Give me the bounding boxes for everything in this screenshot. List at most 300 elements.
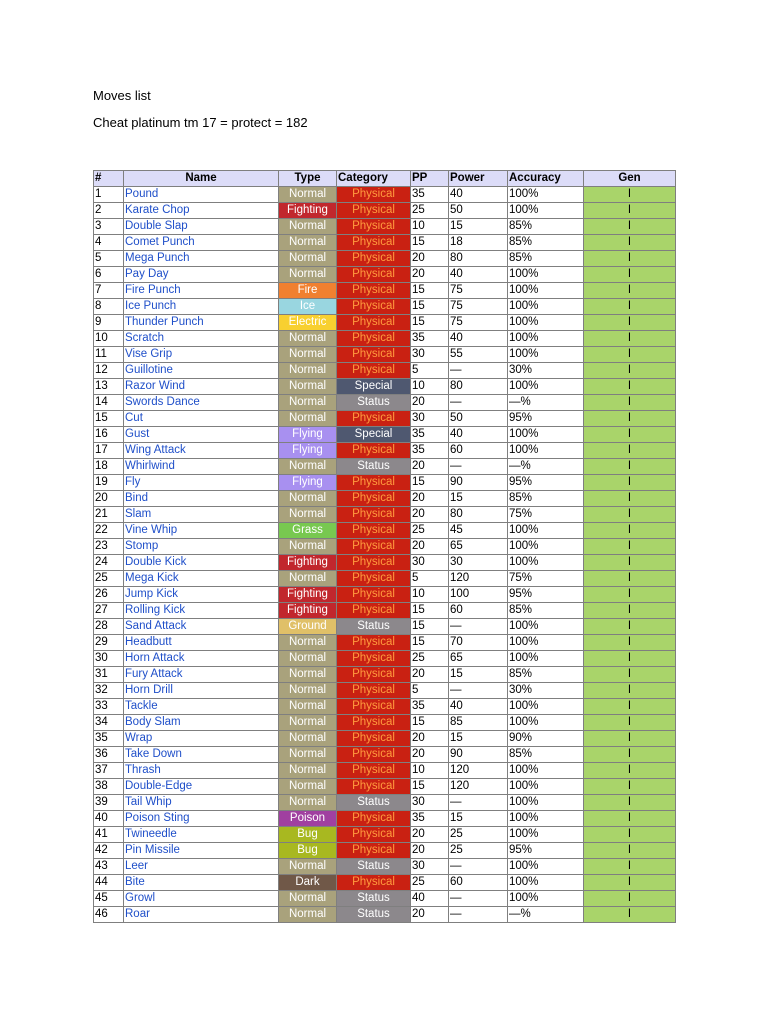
move-power: 40 (449, 267, 508, 283)
move-category-badge: Physical (337, 587, 411, 603)
move-number: 15 (94, 411, 124, 427)
move-number: 13 (94, 379, 124, 395)
move-generation: I (584, 635, 676, 651)
table-row (94, 187, 676, 203)
move-pp: 25 (411, 203, 449, 219)
move-accuracy: 100% (508, 523, 584, 539)
move-type-badge: Normal (279, 219, 337, 235)
move-name: Swords Dance (124, 395, 279, 411)
move-type-badge: Normal (279, 267, 337, 283)
move-accuracy: 75% (508, 507, 584, 523)
move-accuracy: 100% (508, 651, 584, 667)
move-pp: 15 (411, 235, 449, 251)
table-row (94, 251, 676, 267)
move-category-badge: Physical (337, 699, 411, 715)
move-power: 60 (449, 875, 508, 891)
move-number: 10 (94, 331, 124, 347)
move-accuracy: 95% (508, 475, 584, 491)
move-type-badge: Fighting (279, 555, 337, 571)
table-row (94, 875, 676, 891)
move-power: 55 (449, 347, 508, 363)
move-name: Stomp (124, 539, 279, 555)
move-name: Growl (124, 891, 279, 907)
move-number: 17 (94, 443, 124, 459)
move-generation: I (584, 283, 676, 299)
move-number: 3 (94, 219, 124, 235)
move-accuracy: 100% (508, 891, 584, 907)
move-category-badge: Physical (337, 651, 411, 667)
move-power: 120 (449, 779, 508, 795)
move-accuracy: 75% (508, 571, 584, 587)
move-type-badge: Bug (279, 843, 337, 859)
move-number: 11 (94, 347, 124, 363)
move-power: 80 (449, 251, 508, 267)
table-row (94, 395, 676, 411)
move-name: Double Kick (124, 555, 279, 571)
move-accuracy: 85% (508, 491, 584, 507)
move-pp: 20 (411, 251, 449, 267)
move-category-badge: Special (337, 427, 411, 443)
move-type-badge: Normal (279, 459, 337, 475)
move-name: Tackle (124, 699, 279, 715)
move-generation: I (584, 587, 676, 603)
move-type-badge: Normal (279, 251, 337, 267)
move-number: 33 (94, 699, 124, 715)
move-type-badge: Fighting (279, 587, 337, 603)
move-number: 5 (94, 251, 124, 267)
move-accuracy: 100% (508, 539, 584, 555)
move-type-badge: Normal (279, 667, 337, 683)
table-row (94, 571, 676, 587)
move-category-badge: Status (337, 891, 411, 907)
move-type-badge: Normal (279, 907, 337, 923)
move-accuracy: 85% (508, 235, 584, 251)
table-row (94, 603, 676, 619)
move-power: 15 (449, 731, 508, 747)
move-generation: I (584, 619, 676, 635)
move-name: Slam (124, 507, 279, 523)
move-accuracy: 95% (508, 411, 584, 427)
table-row (94, 443, 676, 459)
move-pp: 35 (411, 699, 449, 715)
move-pp: 15 (411, 603, 449, 619)
move-pp: 5 (411, 683, 449, 699)
move-pp: 15 (411, 715, 449, 731)
move-number: 31 (94, 667, 124, 683)
move-generation: I (584, 539, 676, 555)
move-name: Bite (124, 875, 279, 891)
move-pp: 15 (411, 475, 449, 491)
move-generation: I (584, 779, 676, 795)
move-accuracy: 85% (508, 219, 584, 235)
column-header-name: Name (124, 171, 279, 187)
move-power: 15 (449, 491, 508, 507)
table-row (94, 891, 676, 907)
table-row (94, 555, 676, 571)
move-accuracy: 100% (508, 555, 584, 571)
move-category-badge: Physical (337, 747, 411, 763)
move-generation: I (584, 763, 676, 779)
move-power: — (449, 395, 508, 411)
move-number: 35 (94, 731, 124, 747)
move-generation: I (584, 267, 676, 283)
move-category-badge: Status (337, 795, 411, 811)
move-number: 16 (94, 427, 124, 443)
move-number: 18 (94, 459, 124, 475)
move-pp: 20 (411, 843, 449, 859)
move-power: 80 (449, 507, 508, 523)
column-header-accuracy: Accuracy (508, 171, 584, 187)
table-row (94, 619, 676, 635)
move-category-badge: Status (337, 619, 411, 635)
move-generation: I (584, 491, 676, 507)
move-accuracy: 100% (508, 427, 584, 443)
document-title: Moves list (93, 88, 151, 103)
move-name: Mega Punch (124, 251, 279, 267)
table-row (94, 267, 676, 283)
move-power: 100 (449, 587, 508, 603)
move-category-badge: Status (337, 907, 411, 923)
move-category-badge: Physical (337, 187, 411, 203)
move-pp: 30 (411, 555, 449, 571)
move-type-badge: Normal (279, 763, 337, 779)
move-category-badge: Physical (337, 299, 411, 315)
move-name: Fire Punch (124, 283, 279, 299)
move-number: 23 (94, 539, 124, 555)
move-pp: 10 (411, 219, 449, 235)
move-category-badge: Physical (337, 603, 411, 619)
move-category-badge: Physical (337, 203, 411, 219)
move-type-badge: Flying (279, 475, 337, 491)
move-number: 1 (94, 187, 124, 203)
move-type-badge: Normal (279, 731, 337, 747)
move-accuracy: 100% (508, 347, 584, 363)
move-generation: I (584, 203, 676, 219)
move-category-badge: Physical (337, 683, 411, 699)
move-generation: I (584, 411, 676, 427)
move-accuracy: 95% (508, 587, 584, 603)
move-type-badge: Normal (279, 683, 337, 699)
move-name: Scratch (124, 331, 279, 347)
move-accuracy: 100% (508, 699, 584, 715)
move-accuracy: 85% (508, 747, 584, 763)
move-name: Twineedle (124, 827, 279, 843)
move-number: 24 (94, 555, 124, 571)
move-category-badge: Physical (337, 347, 411, 363)
move-accuracy: 100% (508, 811, 584, 827)
move-accuracy: 85% (508, 603, 584, 619)
move-type-badge: Normal (279, 635, 337, 651)
move-power: — (449, 891, 508, 907)
move-category-badge: Physical (337, 411, 411, 427)
move-pp: 20 (411, 267, 449, 283)
table-row (94, 907, 676, 923)
move-name: Guillotine (124, 363, 279, 379)
move-pp: 35 (411, 331, 449, 347)
move-generation: I (584, 507, 676, 523)
move-type-badge: Normal (279, 715, 337, 731)
move-number: 32 (94, 683, 124, 699)
move-number: 9 (94, 315, 124, 331)
move-power: 70 (449, 635, 508, 651)
moves-table-body (94, 187, 676, 923)
move-power: 85 (449, 715, 508, 731)
move-name: Fury Attack (124, 667, 279, 683)
move-name: Wrap (124, 731, 279, 747)
move-type-badge: Normal (279, 539, 337, 555)
move-name: Bind (124, 491, 279, 507)
table-row (94, 299, 676, 315)
move-number: 42 (94, 843, 124, 859)
move-category-badge: Physical (337, 555, 411, 571)
move-pp: 5 (411, 571, 449, 587)
move-name: Tail Whip (124, 795, 279, 811)
move-pp: 30 (411, 859, 449, 875)
move-accuracy: 100% (508, 619, 584, 635)
move-name: Leer (124, 859, 279, 875)
move-category-badge: Physical (337, 331, 411, 347)
move-power: 15 (449, 667, 508, 683)
move-power: — (449, 619, 508, 635)
move-name: Rolling Kick (124, 603, 279, 619)
move-generation: I (584, 187, 676, 203)
move-type-badge: Normal (279, 651, 337, 667)
move-accuracy: 100% (508, 267, 584, 283)
move-generation: I (584, 683, 676, 699)
move-category-badge: Physical (337, 827, 411, 843)
move-accuracy: 100% (508, 283, 584, 299)
column-header-type: Type (279, 171, 337, 187)
table-row (94, 699, 676, 715)
move-power: 75 (449, 283, 508, 299)
move-type-badge: Fire (279, 283, 337, 299)
table-row (94, 427, 676, 443)
move-number: 4 (94, 235, 124, 251)
move-number: 28 (94, 619, 124, 635)
move-number: 30 (94, 651, 124, 667)
move-accuracy: 90% (508, 731, 584, 747)
move-name: Mega Kick (124, 571, 279, 587)
move-pp: 10 (411, 763, 449, 779)
move-accuracy: 100% (508, 763, 584, 779)
move-name: Pound (124, 187, 279, 203)
move-number: 34 (94, 715, 124, 731)
move-category-badge: Physical (337, 763, 411, 779)
table-row (94, 459, 676, 475)
move-power: — (449, 459, 508, 475)
move-number: 25 (94, 571, 124, 587)
move-category-badge: Physical (337, 731, 411, 747)
table-row (94, 651, 676, 667)
move-power: 90 (449, 475, 508, 491)
move-name: Body Slam (124, 715, 279, 731)
move-generation: I (584, 795, 676, 811)
move-number: 26 (94, 587, 124, 603)
move-type-badge: Normal (279, 347, 337, 363)
move-accuracy: 30% (508, 683, 584, 699)
move-type-badge: Normal (279, 891, 337, 907)
move-category-badge: Special (337, 379, 411, 395)
move-power: 30 (449, 555, 508, 571)
move-power: 75 (449, 299, 508, 315)
move-generation: I (584, 363, 676, 379)
move-type-badge: Normal (279, 379, 337, 395)
move-accuracy: 100% (508, 875, 584, 891)
move-number: 8 (94, 299, 124, 315)
move-name: Sand Attack (124, 619, 279, 635)
move-category-badge: Physical (337, 491, 411, 507)
move-accuracy: 100% (508, 827, 584, 843)
move-category-badge: Physical (337, 635, 411, 651)
table-row (94, 667, 676, 683)
table-row (94, 235, 676, 251)
move-pp: 35 (411, 187, 449, 203)
move-category-badge: Physical (337, 443, 411, 459)
move-generation: I (584, 715, 676, 731)
move-type-badge: Normal (279, 235, 337, 251)
move-accuracy: 85% (508, 667, 584, 683)
move-number: 6 (94, 267, 124, 283)
table-row (94, 779, 676, 795)
move-power: — (449, 907, 508, 923)
move-number: 29 (94, 635, 124, 651)
table-row (94, 219, 676, 235)
move-pp: 40 (411, 891, 449, 907)
move-name: Horn Drill (124, 683, 279, 699)
move-name: Double-Edge (124, 779, 279, 795)
move-name: Double Slap (124, 219, 279, 235)
move-category-badge: Physical (337, 283, 411, 299)
move-category-badge: Physical (337, 715, 411, 731)
move-pp: 20 (411, 507, 449, 523)
move-power: 50 (449, 411, 508, 427)
move-name: Razor Wind (124, 379, 279, 395)
move-accuracy: 100% (508, 379, 584, 395)
move-type-badge: Bug (279, 827, 337, 843)
move-pp: 30 (411, 347, 449, 363)
column-header-power: Power (449, 171, 508, 187)
move-type-badge: Grass (279, 523, 337, 539)
move-pp: 20 (411, 827, 449, 843)
table-row (94, 795, 676, 811)
move-pp: 25 (411, 875, 449, 891)
move-number: 45 (94, 891, 124, 907)
table-row (94, 411, 676, 427)
move-generation: I (584, 907, 676, 923)
move-generation: I (584, 747, 676, 763)
column-header-gen: Gen (584, 171, 676, 187)
move-generation: I (584, 395, 676, 411)
table-row (94, 859, 676, 875)
move-number: 21 (94, 507, 124, 523)
move-pp: 25 (411, 523, 449, 539)
move-number: 19 (94, 475, 124, 491)
move-name: Karate Chop (124, 203, 279, 219)
move-accuracy: 100% (508, 187, 584, 203)
table-row (94, 635, 676, 651)
move-number: 46 (94, 907, 124, 923)
table-row (94, 491, 676, 507)
move-category-badge: Status (337, 395, 411, 411)
move-generation: I (584, 523, 676, 539)
move-power: 80 (449, 379, 508, 395)
move-type-badge: Normal (279, 779, 337, 795)
move-pp: 15 (411, 299, 449, 315)
move-type-badge: Flying (279, 427, 337, 443)
move-pp: 20 (411, 491, 449, 507)
move-pp: 15 (411, 315, 449, 331)
move-type-badge: Normal (279, 859, 337, 875)
move-power: 75 (449, 315, 508, 331)
move-generation: I (584, 891, 676, 907)
move-accuracy: 100% (508, 795, 584, 811)
move-generation: I (584, 459, 676, 475)
move-name: Headbutt (124, 635, 279, 651)
move-type-badge: Dark (279, 875, 337, 891)
move-power: 90 (449, 747, 508, 763)
move-generation: I (584, 811, 676, 827)
move-accuracy: 100% (508, 859, 584, 875)
move-power: 40 (449, 331, 508, 347)
table-row (94, 475, 676, 491)
move-accuracy: 100% (508, 635, 584, 651)
column-header-pp: PP (411, 171, 449, 187)
move-pp: 35 (411, 811, 449, 827)
moves-table (93, 170, 676, 923)
move-number: 12 (94, 363, 124, 379)
move-number: 20 (94, 491, 124, 507)
move-type-badge: Normal (279, 507, 337, 523)
move-generation: I (584, 699, 676, 715)
column-header-number: # (94, 171, 124, 187)
column-header-category: Category (337, 171, 411, 187)
move-power: 65 (449, 651, 508, 667)
table-row (94, 539, 676, 555)
move-name: Thunder Punch (124, 315, 279, 331)
move-type-badge: Normal (279, 699, 337, 715)
move-category-badge: Physical (337, 667, 411, 683)
table-row (94, 827, 676, 843)
move-type-badge: Poison (279, 811, 337, 827)
move-category-badge: Physical (337, 475, 411, 491)
move-pp: 10 (411, 379, 449, 395)
move-name: Poison Sting (124, 811, 279, 827)
move-accuracy: 100% (508, 779, 584, 795)
move-name: Take Down (124, 747, 279, 763)
move-generation: I (584, 603, 676, 619)
move-category-badge: Physical (337, 507, 411, 523)
move-accuracy: 100% (508, 203, 584, 219)
move-generation: I (584, 651, 676, 667)
move-pp: 25 (411, 651, 449, 667)
move-pp: 20 (411, 539, 449, 555)
move-pp: 20 (411, 395, 449, 411)
move-generation: I (584, 299, 676, 315)
move-number: 36 (94, 747, 124, 763)
table-row (94, 363, 676, 379)
move-number: 27 (94, 603, 124, 619)
table-row (94, 315, 676, 331)
move-pp: 15 (411, 779, 449, 795)
move-power: 45 (449, 523, 508, 539)
move-category-badge: Status (337, 859, 411, 875)
move-power: 15 (449, 219, 508, 235)
table-row (94, 507, 676, 523)
move-generation: I (584, 731, 676, 747)
move-name: Vine Whip (124, 523, 279, 539)
move-power: 60 (449, 443, 508, 459)
table-row (94, 331, 676, 347)
